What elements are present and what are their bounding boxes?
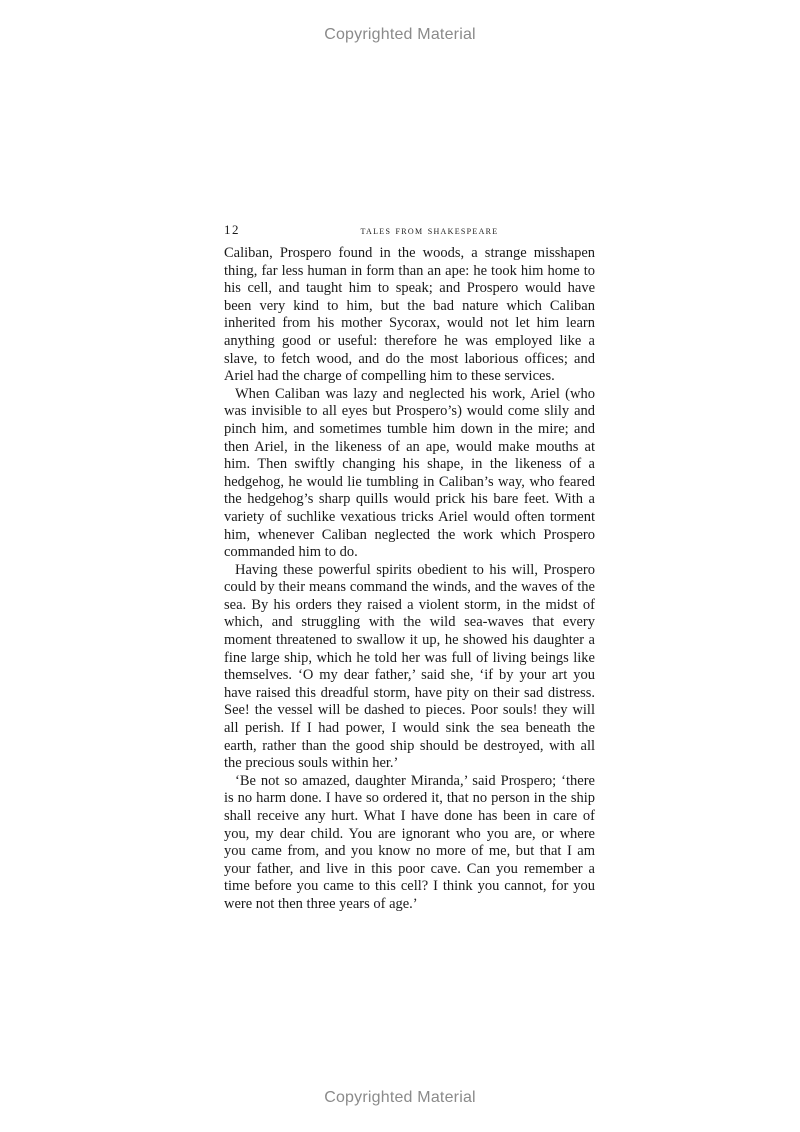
copyright-watermark-top: Copyrighted Material bbox=[324, 26, 476, 43]
book-page bbox=[224, 222, 595, 914]
body-text bbox=[224, 245, 595, 914]
paragraph: ‘Be not so amazed, daughter Miranda,’ said Prospero; ‘there is no harm done. I have so ordered it, that no person in the ship shall receive any hurt. What I have done has been in care of you, my dear child. You are ignorant who you are, or where you came from, and you know no more of me, but that I am your father, and live in this poor cave. Can you remember a time before you came to this cell? I think you cannot, for you were not then three years of age.’ bbox=[224, 772, 595, 912]
page-number: 12 bbox=[224, 222, 240, 237]
paragraph: When Caliban was lazy and neglected his work, Ariel (who was invisible to all eyes but Prospero’s) would come slily and pinch him, and sometimes tumble him down in the mire; and then Ariel, in the likeness of an ape, would make mouths at him. Then swiftly changing his shape, in the likeness of a hedgehog, he would lie tumbling in Caliban’s way, who feared the hedgehog’s sharp quills would prick his bare feet. With a variety of suchlike vexatious tricks Ariel would often torment him, whenever Caliban neglected the work which Prospero commanded him to do. bbox=[224, 385, 595, 561]
running-head-title: tales from shakespeare bbox=[360, 223, 499, 237]
running-head bbox=[224, 222, 595, 242]
copyright-watermark-bottom: Copyrighted Material bbox=[324, 1089, 476, 1106]
paragraph: Caliban, Prospero found in the woods, a strange misshapen thing, far less human in form than an ape: he took him home to his cell, and taught him to speak; and Prospero would have been very kind to him, but the bad nature which Caliban inherited from his mother Sycorax, would not let him learn anything good or useful: therefore he was employed like a slave, to fetch wood, and do the most laborious offices; and Ariel had the charge of compelling him to these services. bbox=[224, 245, 595, 385]
paragraph: Having these powerful spirits obedient to his will, Prospero could by their means command the winds, and the waves of the sea. By his orders they raised a violent storm, in the midst of which, and struggling with the wild sea-waves that every moment threatened to swallow it up, he showed his daughter a fine large ship, which he told her was full of living beings like themselves. ‘O my dear father,’ said she, ‘if by your art you have raised this dreadful storm, have pity on their sad distress. See! the vessel will be dashed to pieces. Poor souls! they will all perish. If I had power, I would sink the sea beneath the earth, rather than the good ship should be destroyed, with all the precious souls within her.’ bbox=[224, 561, 595, 772]
